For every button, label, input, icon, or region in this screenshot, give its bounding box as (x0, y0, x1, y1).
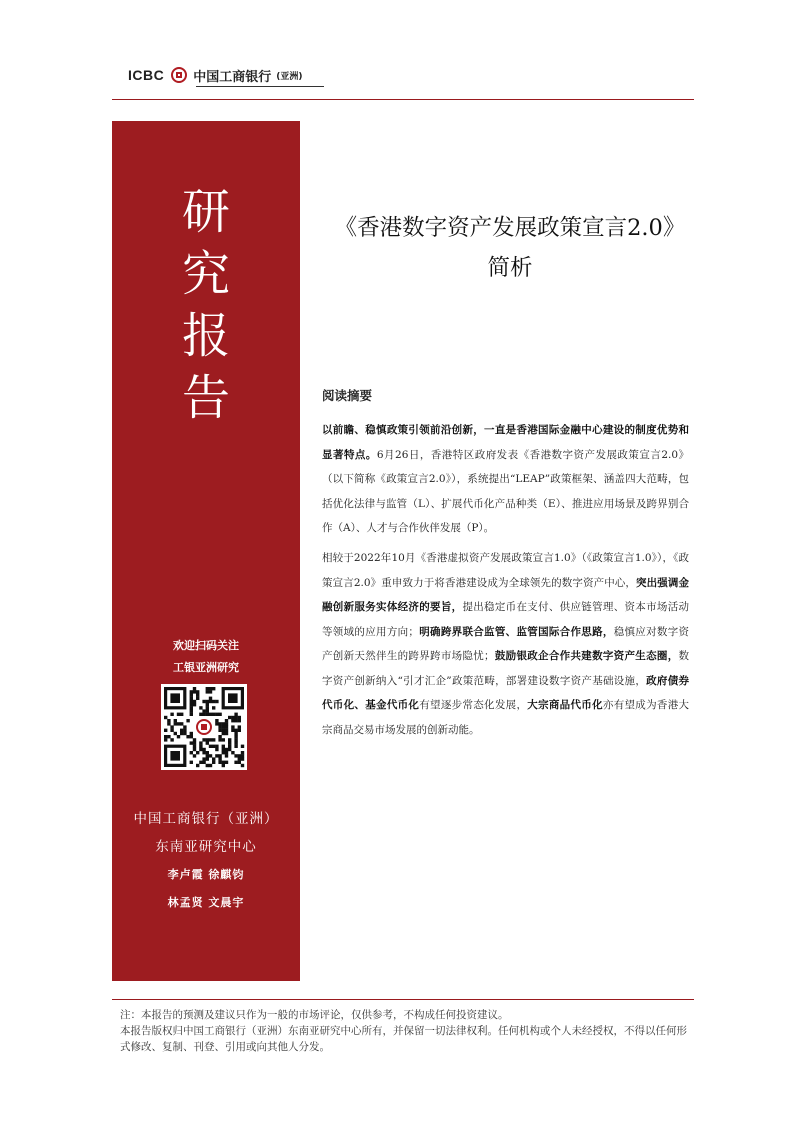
report-label-char: 告 (181, 370, 230, 426)
footer-divider (112, 999, 694, 1000)
authors: 林孟贤 文晨宇 (167, 896, 245, 909)
body-text: 稳慎应对数字资产创新天然伴生的跨界跨市场隐忧； (322, 625, 690, 662)
body-text: 提出稳定币在支付、供应链管理、资本市场活动等领域的应用方向； (322, 601, 690, 638)
footer-copyright: 本报告版权归中国工商银行（亚洲）东南亚研究中心所有，并保留一切法律权利。任何机构或个人未经授权，不得以任何形式修改、复制、刊登、引用或向其他人分发。 (120, 1025, 687, 1053)
report-label-char: 报 (181, 308, 230, 364)
body-text: 亦有望成为香港大宗商品交易市场发展的创新动能。 (322, 699, 690, 736)
authors: 李卢霞 徐麒钧 (167, 868, 245, 881)
body-text: 数字资产创新纳入“引才汇企”政策范畴，部署建设数字资产基础设施， (322, 650, 690, 687)
body-text: 有望逐步常态化发展， (419, 699, 528, 711)
icbc-logo-text: ICBC (128, 67, 165, 83)
icbc-logo-icon (171, 67, 187, 83)
emphasis-text: 大宗商品代币化 (527, 699, 603, 711)
org-name: 中国工商银行（亚洲） (133, 811, 279, 827)
document-title (320, 208, 700, 288)
body-text: 6月26日，香港特区政府发表《香港数字资产发展政策宣言2.0》（以下简称《政策宣言2.0》），系统提出“LEAP”政策框架、涵盖四大范畴，包括优化法律与监管（L）、扩展代币化产品种类（E）、推进应用场景及跨界别合作（A）、人才与合作伙伴发展（P）。 (322, 448, 689, 534)
report-label-char: 究 (181, 246, 230, 302)
emphasis-text: 政府债券代币化、基金代币化 (322, 674, 689, 711)
body-text: 相较于2022年10月《香港虚拟资产发展政策宣言1.0》（《政策宣言1.0》），《政策宣言2.0》重申致力于将香港建设成为全球领先的数字资产中心， (322, 552, 689, 589)
header-logo (128, 64, 302, 86)
bank-region: (亚洲) (276, 71, 303, 82)
abstract-paragraph-1 (322, 418, 689, 541)
sidebar (112, 121, 300, 981)
emphasis-text: 明确跨界联合监管、监管国际合作思路， (418, 625, 614, 638)
qr-code-icon[interactable] (161, 684, 247, 770)
scan-account: 工银亚洲研究 (173, 661, 239, 674)
emphasis-text: 以前瞻、稳慎政策引领前沿创新，一直是香港国际金融中心建设的制度优势和显著特点。 (322, 424, 689, 461)
report-label-char: 研 (181, 184, 230, 240)
footer-disclaimer: 注：本报告的预测及建议只作为一般的市场评论，仅供参考，不构成任何投资建议。 (120, 1009, 509, 1021)
title-line: 简析 (487, 255, 533, 281)
title-line: 《香港数字资产发展政策宣言2.0》 (334, 215, 686, 241)
header-divider (112, 99, 694, 100)
scan-prompt: 欢迎扫码关注 (173, 639, 239, 652)
emphasis-text: 鼓励银政企合作共建数字资产生态圈， (494, 650, 679, 662)
abstract-heading: 阅读摘要 (322, 388, 373, 403)
abstract-paragraph-2 (322, 546, 689, 742)
org-center: 东南亚研究中心 (155, 839, 257, 855)
bank-name: 中国工商银行 (193, 69, 272, 85)
emphasis-text: 突出强调金融创新服务实体经济的要旨， (322, 576, 690, 613)
header-underline (196, 86, 324, 87)
